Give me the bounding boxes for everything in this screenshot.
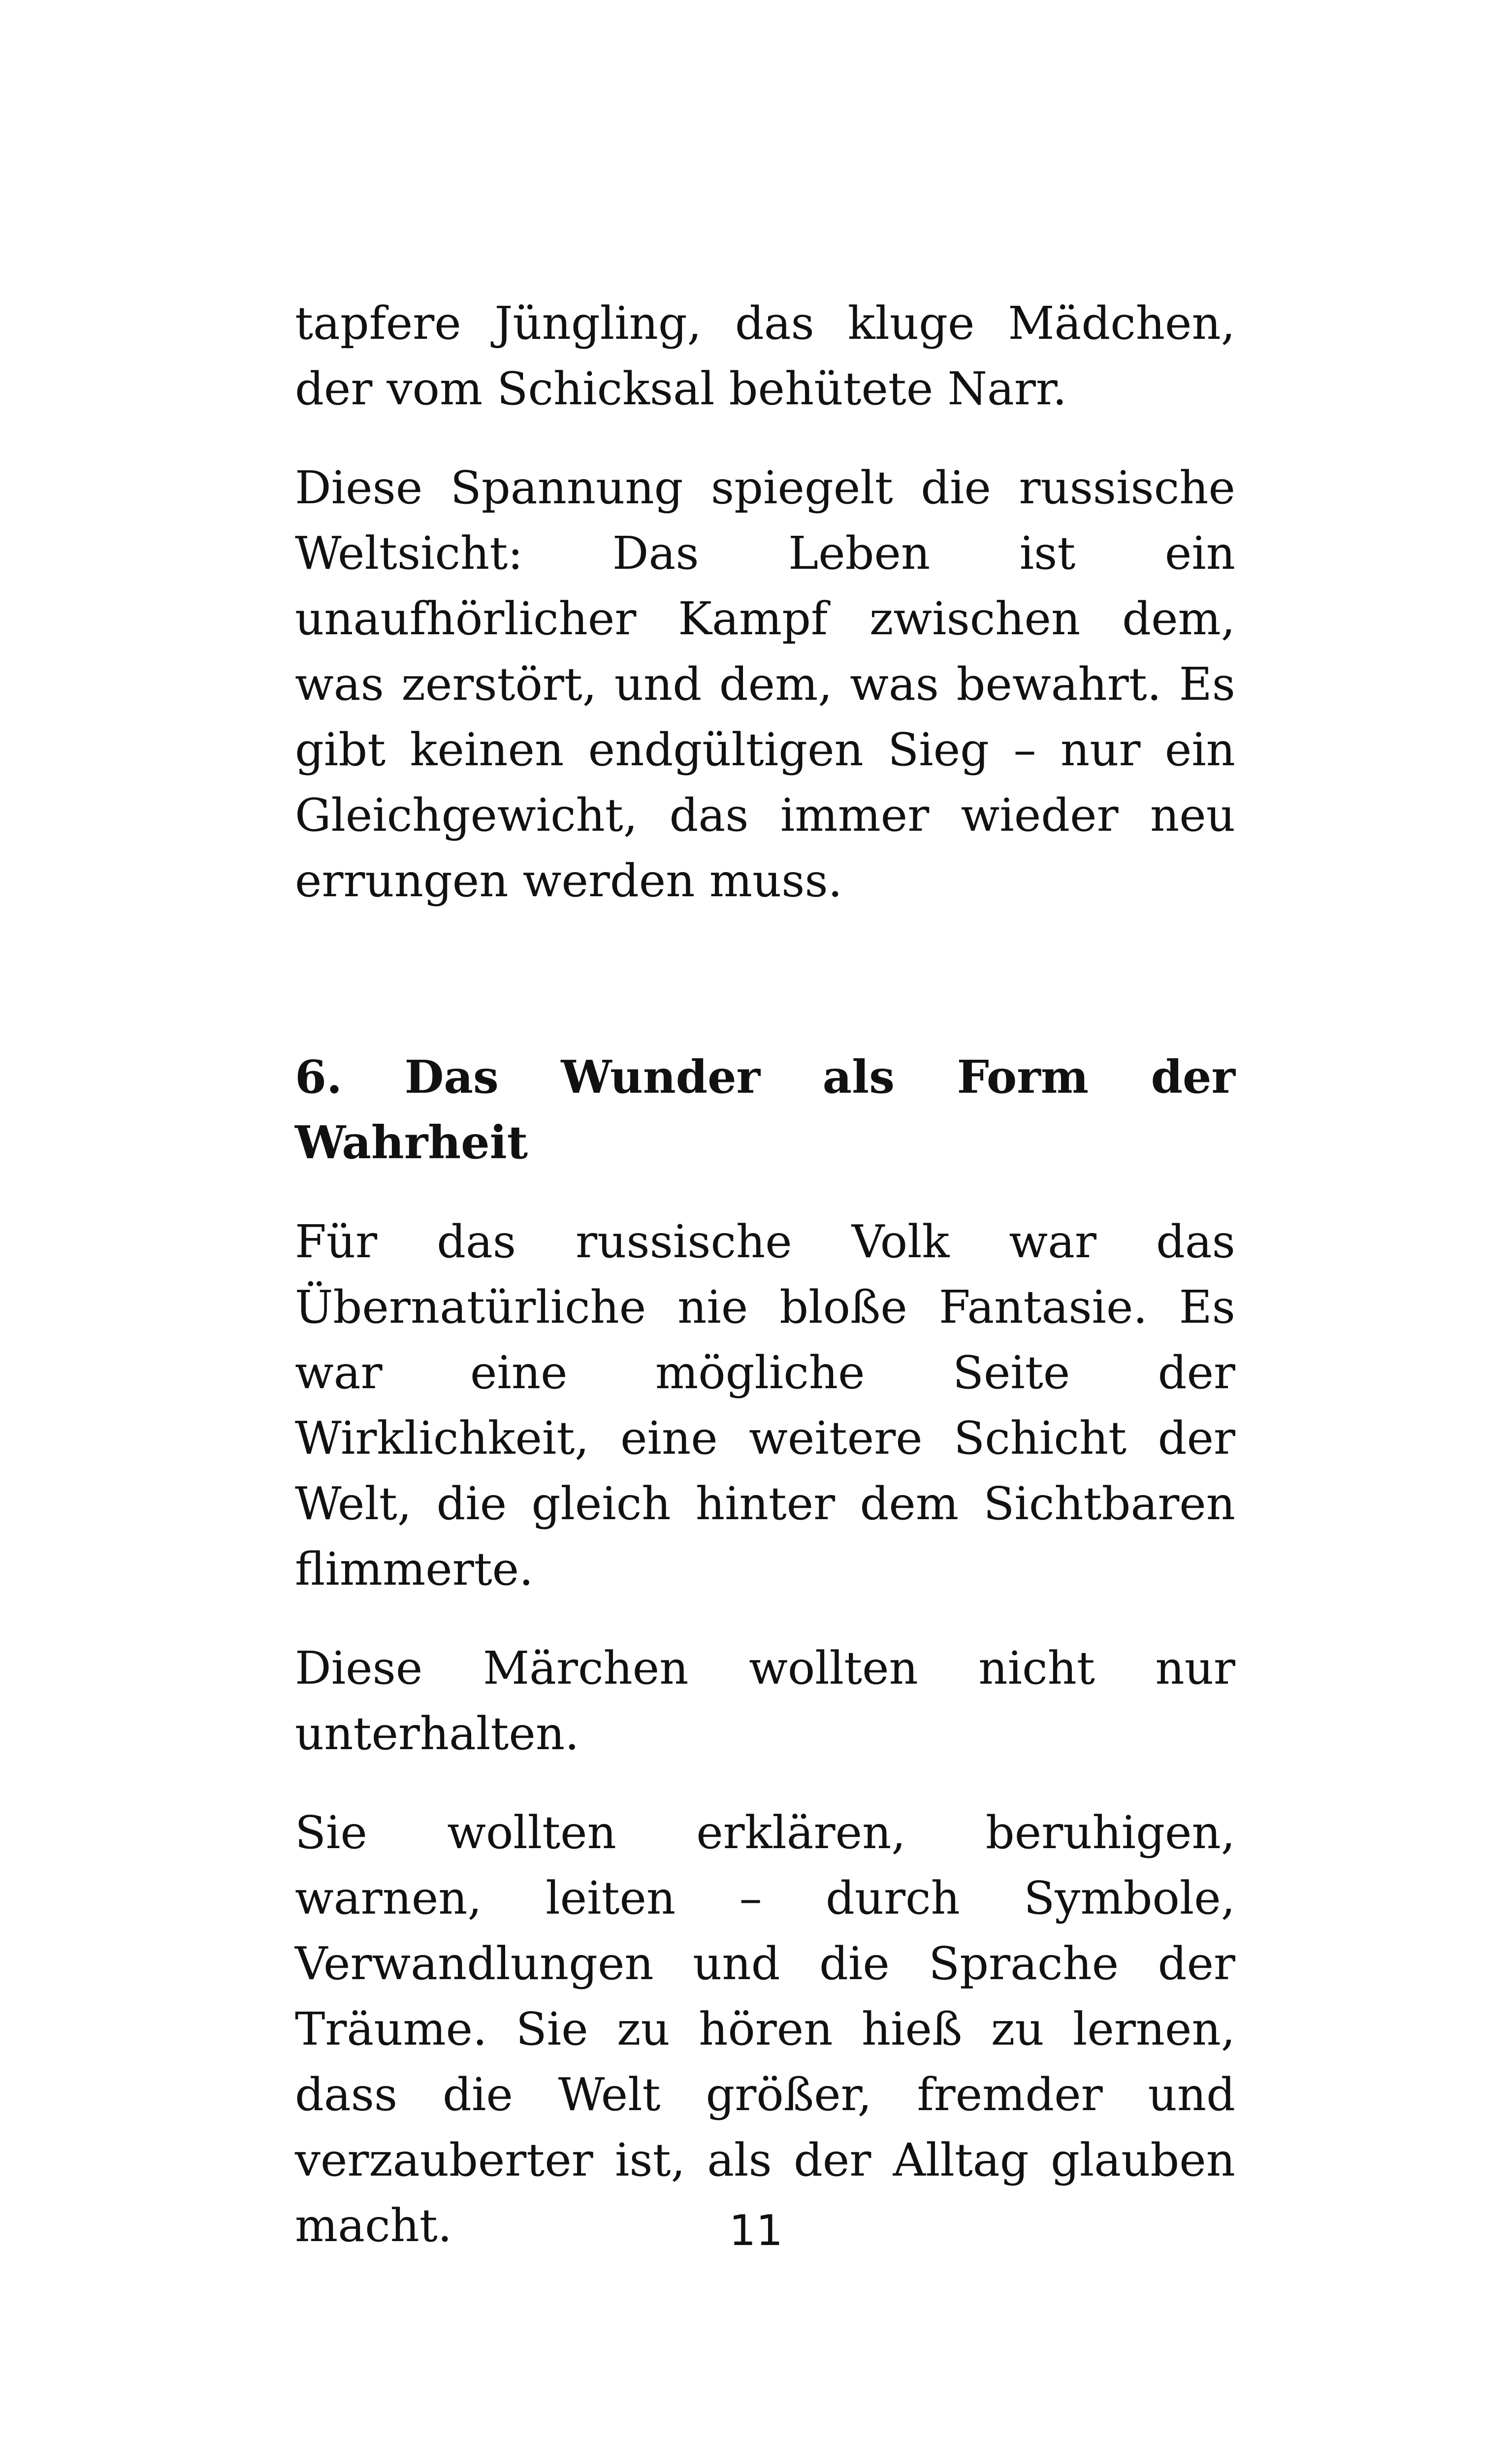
paragraph-supernatural: Für das russische Volk war das Übernatürliche nie bloße Fantasie. Es war eine mögliche Seite der Wirklichkeit, eine weitere Schicht der Welt, die gleich hinter dem Sichtbaren flimmerte. <box>295 1215 1235 1596</box>
paragraph-continuation: tapfere Jüngling, das kluge Mädchen, der vom Schicksal behütete Narr. <box>295 297 1235 415</box>
paragraph-purpose: Sie wollten erklären, beruhigen, warnen, leiten – durch Symbole, Verwandlungen und die Sprache der Träume. Sie zu hören hieß zu lernen, dass die Welt größer, fremder und verzauberter ist, als der Alltag glauben macht. <box>295 1806 1235 2252</box>
section-heading: 6. Das Wunder als Form der Wahrheit <box>295 1050 1235 1169</box>
page-number: 11 <box>729 2206 783 2255</box>
text-column <box>295 291 1235 2292</box>
paragraph-entertain: Diese Märchen wollten nicht nur unterhalten. <box>295 1642 1235 1760</box>
paragraph-tension: Diese Spannung spiegelt die russische Weltsicht: Das Leben ist ein unaufhörlicher Kampf zwischen dem, was zerstört, und dem, was bewahrt. Es gibt keinen endgültigen Sieg – nur ein Gleichgewicht, das immer wieder neu errungen werden muss. <box>295 461 1235 907</box>
